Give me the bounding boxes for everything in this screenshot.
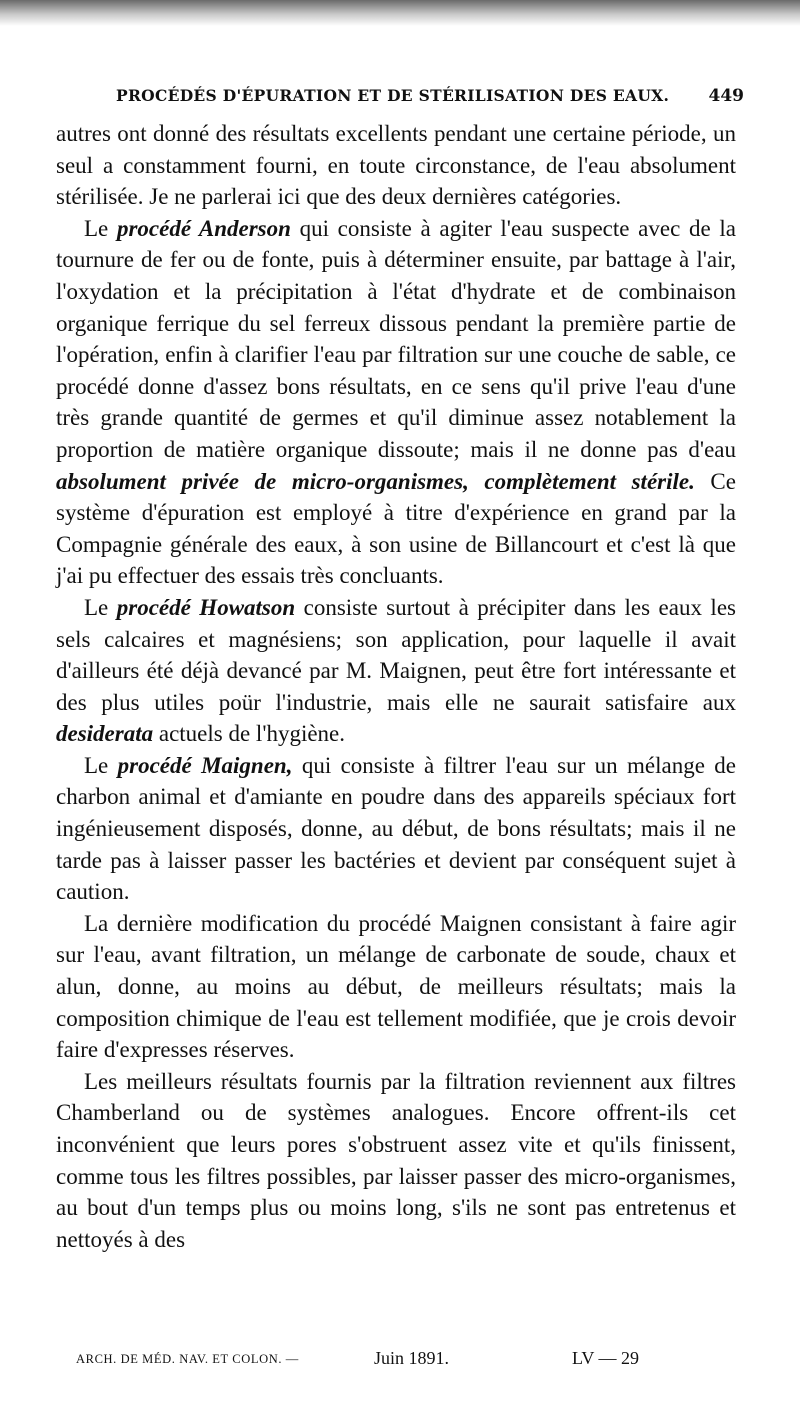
text-run: autres ont donné des résultats excellents pendant une certaine période, un seul a constamment fourni, en toute circonstance, de l'eau absolument stérilisée. Je ne parlerai ici que des deux dernières catégories. — [56, 121, 736, 210]
running-head — [64, 82, 744, 108]
running-head-title: PROCÉDÉS D'ÉPURATION ET DE STÉRILISATION DES EAUX. — [116, 86, 670, 105]
text-run: actuels de l'hygiène. — [153, 721, 346, 747]
text-run: Le — [84, 215, 117, 241]
italic-text: procédé Howatson — [116, 594, 296, 620]
text-run: Le — [84, 752, 118, 778]
text-run: Ce système d'épuration est employé à titre d'expérience en grand par la Compagnie générale des eaux, à son usine de Billancourt et c'est là que j'ai pu effectuer des essais très concluants. — [56, 468, 736, 589]
paragraph — [56, 213, 736, 592]
italic-text: desiderata — [56, 721, 154, 747]
paragraph — [56, 1066, 736, 1256]
page-footer — [76, 1346, 716, 1368]
paragraph — [56, 592, 736, 750]
footer-signature: LV — 29 — [572, 1348, 640, 1368]
paragraph — [56, 118, 736, 213]
footer-date: Juin 1891. — [374, 1348, 450, 1368]
paragraph — [56, 908, 736, 1066]
scan-edge-shadow — [0, 0, 800, 26]
body-text — [56, 118, 736, 1255]
text-run: qui consiste à filtrer l'eau sur un mélange de charbon animal et d'amiante en poudre dans des appareils spéciaux fort ingénieusement disposés, donne, au début, de bons résultats; mais il ne tarde pas à laisser passer les bactéries et devient par conséquent sujet à caution. — [56, 752, 736, 905]
text-run: qui consiste à agiter l'eau suspecte avec de la tournure de fer ou de fonte, puis à déterminer ensuite, par battage à l'air, l'oxydation et la précipitation à l'état d'hydrate et de combinaison organique ferrique du sel ferreux dissous pendant la première partie de l'opération, enfin à clarifier l'eau par filtration sur une couche de sable, ce procédé donne d'assez bons résultats, en ce sens qu'il prive l'eau d'une très grande quantité de germes et qu'il diminue assez notablement la proportion de matière organique dissoute; mais il ne donne pas d'eau — [56, 215, 736, 462]
italic-text: procédé Anderson — [116, 215, 291, 241]
text-run: Le — [84, 594, 117, 620]
page-number: 449 — [708, 86, 744, 106]
text-run: consiste surtout à précipiter dans les eaux les sels calcaires et magnésiens; son application, pour laquelle il avait d'ailleurs été déjà devancé par M. Maignen, peut être fort intéressante et des plus utiles poür l'industrie, mais elle ne saurait satisfaire aux — [56, 594, 736, 715]
text-run: La dernière modification du procédé Maignen consistant à faire agir sur l'eau, avant filtration, un mélange de carbonate de soude, chaux et alun, donne, au moins au début, de meilleurs résultats; mais la composition chimique de l'eau est tellement modifiée, que je crois devoir faire d'expresses réserves. — [56, 910, 736, 1063]
italic-text: procédé Maignen, — [117, 752, 293, 778]
italic-text: absolument privée de micro-organismes, complètement stérile. — [56, 468, 695, 494]
footer-journal: ARCH. DE MÉD. NAV. ET COLON. — — [76, 1352, 299, 1366]
paragraph — [56, 750, 736, 908]
text-run: Les meilleurs résultats fournis par la filtration reviennent aux filtres Chamberland ou de systèmes analogues. Encore offrent-ils cet inconvénient que leurs pores s'obstruent assez vite et qu'ils finissent, comme tous les filtres possibles, par laisser passer des micro-organismes, au bout d'un temps plus ou moins long, s'ils ne sont pas entretenus et nettoyés à des — [56, 1068, 736, 1252]
